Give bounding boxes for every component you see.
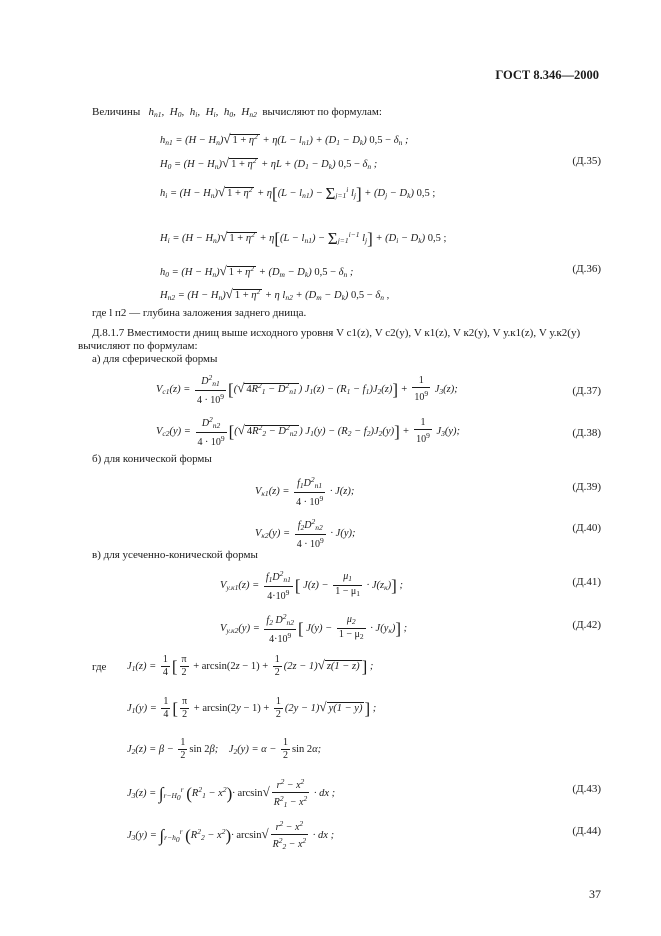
paragraph-d817: Д.8.1.7 Вместимости днищ выше исходного уровня V с1(z), V с2(y), V к1(z), V к2(y), V у.к1(z), V у.к2(y): [92, 327, 581, 339]
eq-number-d37: (Д.37): [572, 385, 601, 397]
intro-vars: $h_{п1}$, $H_0$, $h_i$, $H_i$, $h_0$, $H_{п2}$: [143, 106, 257, 119]
eq-number-d44: (Д.44): [572, 825, 601, 837]
formula-J1y: $J_1(y)$ = $\frac{1}{4}$ [ $\frac{\pi}{2}$ + arcsin(2y − 1) + $\frac{1}{2}$ (2y − 1)√ y(1 − y) ] ;: [127, 696, 377, 720]
formula-H0: $H_0 = (H - H_п)√$ $1 + \eta^2 + \eta L + (D_1 - D_k) 0,5 - \delta_п$ ;: [160, 155, 378, 171]
formula-Vk1: $V_{к1}(z)$ = $\frac{f_1D^2_{п1}}{4 \cdot 10^9}$ · J(z);: [255, 475, 355, 508]
formula-h0: $h_0 = (H - H_п)√$ $1 + \eta^2 + (D_m - D_k) 0,5 - \delta_п$ ;: [160, 263, 354, 279]
case-a-heading: а) для сферической формы: [92, 353, 218, 365]
formula-Vk2: $V_{к2}(y)$ = $\frac{f_2D^2_{п2}}{4 \cdot 10^9}$ · J(y);: [255, 517, 356, 550]
intro-text: [92, 106, 382, 121]
intro-word: Величины: [92, 106, 141, 118]
intro-tail: вычисляют по формулам:: [262, 106, 382, 118]
formula-J2: $J_2(z) = \beta$ − $\frac{1}{2}$ sin 2β; $J_2(y) = \alpha$ − $\frac{1}{2}$ sin 2α;: [127, 737, 322, 761]
standard-header: ГОСТ 8.346—2000: [495, 68, 599, 82]
formula-Hn2: $H_{п2} = (H - H_п)√$ $1 + \eta^2 + \eta$ $l_{п2} + (D_m - D_k) 0,5 - \delta_п$ ,: [160, 286, 390, 302]
eq-number-d43: (Д.43): [572, 783, 601, 795]
paragraph-d817-cont: вычисляют по формулам:: [78, 340, 198, 352]
formula-Vyk2: $V_{у.к2}(y)$ = $\frac{f_2 D^2_{п2}}{4\cdot 10^9}$ [ J(y) − $\frac{\mu_2}{1 - \mu_2}$ · $J(y_к)$] ;: [220, 612, 408, 645]
formula-Hi: $H_i = (H - H_п)√$ $1 + \eta^2 + \eta[(L - l_{п1}) - \Sigma_{j=1}^{i-1}$ $l_j] + (D_i - D_k)$ 0,5 ;: [160, 229, 447, 248]
formula-hn1: $h_{п1} = (H - H_п)√$ $1 + \eta^2 + \eta(L - l_{п1}) + (D_1 - D_k) 0,5 - \delta_п$ ;: [160, 131, 409, 147]
formula-J3z: $J_3(z) = \int_{r-H_0}^r$ $(R^2_1 - x^2)\cdot \arcsin√$ $\frac{r^2 - x^2}{R^2_1 - x^2}$ · dx ;: [127, 777, 336, 809]
formula-hi: $h_i = (H - H_п)√$ $1 + \eta^2 + \eta[(L - l_{п1}) - \Sigma_{j=1}^i$ $l_j] + (D_j - D_k)$ 0,5 ;: [160, 184, 436, 203]
eq-number-d41: (Д.41): [572, 576, 601, 588]
case-b-heading: б) для конической формы: [92, 453, 212, 465]
eq-number-d35: (Д.35): [572, 155, 601, 167]
where-depth-text: где l п2 — глубина заложения заднего днища.: [92, 307, 307, 319]
case-c-heading: в) для усеченно-конической формы: [92, 549, 258, 561]
eq-number-d42: (Д.42): [572, 619, 601, 631]
eq-number-d40: (Д.40): [572, 522, 601, 534]
eq-number-d36: (Д.36): [572, 263, 601, 275]
eq-number-d38: (Д.38): [572, 427, 601, 439]
formula-J1z: $J_1(z)$ = $\frac{1}{4}$ [ $\frac{\pi}{2}$ + arcsin(2z − 1) + $\frac{1}{2}$ (2z − 1)√ z(1 − z) ] ;: [127, 654, 374, 678]
formula-Vc1: $V_{с1}(z)$ = $\frac{D^2_{п1}}{4 \cdot 10^9}$ [(√ $4R^2_1 - D^2_{п1}$ ) $J_1(z) - (R_1 - f_1)J_2(z)$] + $\frac{1}{10^9}$ $J_3(z)$;: [156, 373, 458, 406]
eq-number-d39: (Д.39): [572, 481, 601, 493]
page-number: 37: [589, 887, 601, 901]
where-label: где: [92, 661, 107, 673]
formula-Vc2: $V_{с2}(y)$ = $\frac{D^2_{п2}}{4 \cdot 10^9}$ [(√ $4R^2_2 - D^2_{п2}$ ) $J_1(y) - (R_2 - f_2)J_2(y)$] + $\frac{1}{10^9}$ $J_3(y)$;: [156, 415, 461, 448]
formula-Vyk1: $V_{у.к1}(z)$ = $\frac{f_1D^2_{п1}}{4\cdot 10^9}$ [ J(z) − $\frac{\mu_1}{1 - \mu_1}$ · $J(z_к)$] ;: [220, 569, 403, 602]
formula-J3y: $J_3(y) = \int_{r-h_0}^r$ $(R^2_2 - x^2)\cdot \arcsin√$ $\frac{r^2 - x^2}{R^2_2 - x^2}$ · dx ;: [127, 819, 335, 851]
